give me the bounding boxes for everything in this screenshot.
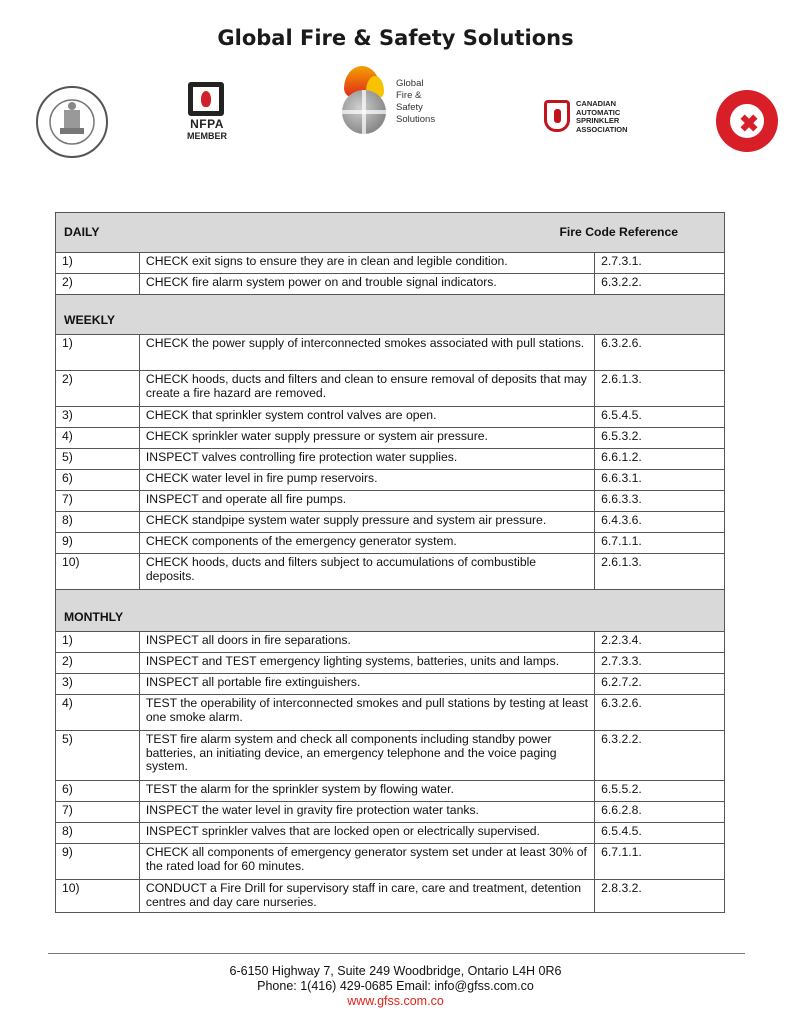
item-reference: 6.6.1.2. bbox=[595, 449, 725, 470]
table-row bbox=[56, 371, 725, 407]
item-number: 9) bbox=[56, 533, 140, 554]
item-number: 4) bbox=[56, 695, 140, 731]
footer-website-link[interactable]: www.gfss.com.co bbox=[347, 994, 444, 1008]
table-row bbox=[56, 781, 725, 802]
item-task: INSPECT and TEST emergency lighting systems, batteries, units and lamps. bbox=[139, 653, 594, 674]
item-reference: 6.3.2.2. bbox=[595, 274, 725, 295]
weekly-title: WEEKLY bbox=[56, 295, 725, 335]
nfpa-member-logo bbox=[178, 82, 236, 141]
item-number: 7) bbox=[56, 491, 140, 512]
table-row bbox=[56, 802, 725, 823]
item-task: CHECK standpipe system water supply pressure and system air pressure. bbox=[139, 512, 594, 533]
monthly-title: MONTHLY bbox=[56, 590, 725, 632]
item-number: 6) bbox=[56, 470, 140, 491]
item-reference: 2.8.3.2. bbox=[595, 880, 725, 913]
item-task: INSPECT sprinkler valves that are locked open or electrically supervised. bbox=[139, 823, 594, 844]
casa-shield-icon bbox=[544, 100, 570, 132]
item-number: 5) bbox=[56, 449, 140, 470]
nfpa-flame-icon bbox=[188, 82, 224, 116]
page-title: Global Fire & Safety Solutions bbox=[217, 26, 574, 50]
table-row bbox=[56, 428, 725, 449]
item-reference: 6.3.2.6. bbox=[595, 335, 725, 371]
table-row bbox=[56, 512, 725, 533]
item-reference: 2.2.3.4. bbox=[595, 632, 725, 653]
item-reference: 6.5.3.2. bbox=[595, 428, 725, 449]
item-task: CHECK sprinkler water supply pressure or system air pressure. bbox=[139, 428, 594, 449]
item-task: INSPECT and operate all fire pumps. bbox=[139, 491, 594, 512]
logo-strip bbox=[0, 60, 791, 160]
item-reference: 6.6.3.1. bbox=[595, 470, 725, 491]
item-number: 3) bbox=[56, 674, 140, 695]
item-task: CHECK water level in fire pump reservoirs. bbox=[139, 470, 594, 491]
item-task: INSPECT the water level in gravity fire protection water tanks. bbox=[139, 802, 594, 823]
item-reference: 6.6.2.8. bbox=[595, 802, 725, 823]
item-number: 7) bbox=[56, 802, 140, 823]
table-row bbox=[56, 449, 725, 470]
item-task: INSPECT all doors in fire separations. bbox=[139, 632, 594, 653]
item-number: 4) bbox=[56, 428, 140, 449]
item-number: 10) bbox=[56, 554, 140, 590]
footer-divider bbox=[48, 953, 745, 954]
item-task: CHECK hoods, ducts and filters subject to accumulations of combustible deposits. bbox=[139, 554, 594, 590]
daily-section-header bbox=[56, 213, 725, 253]
table-row bbox=[56, 335, 725, 371]
fire-code-reference-header: Fire Code Reference bbox=[559, 224, 678, 239]
item-number: 2) bbox=[56, 653, 140, 674]
item-number: 10) bbox=[56, 880, 140, 913]
item-task: TEST fire alarm system and check all components including standby power batteries, an initiating device, an emergency telephone and the voice paging system. bbox=[139, 731, 594, 781]
table-row bbox=[56, 695, 725, 731]
item-reference: 6.5.4.5. bbox=[595, 823, 725, 844]
casa-logo-words: CANADIAN AUTOMATIC SPRINKLER ASSOCIATION bbox=[576, 99, 628, 134]
item-number: 8) bbox=[56, 512, 140, 533]
item-number: 1) bbox=[56, 632, 140, 653]
table-row bbox=[56, 253, 725, 274]
item-reference: 6.5.5.2. bbox=[595, 781, 725, 802]
item-number: 9) bbox=[56, 844, 140, 880]
gfss-logo-words: Global Fire & Safety Solutions bbox=[396, 78, 436, 125]
monthly-section-header bbox=[56, 590, 725, 632]
item-task: CHECK fire alarm system power on and trouble signal indicators. bbox=[139, 274, 594, 295]
item-task: CHECK all components of emergency generator system set under at least 30% of the rated load for 60 minutes. bbox=[139, 844, 594, 880]
table-row bbox=[56, 554, 725, 590]
table-row bbox=[56, 407, 725, 428]
item-task: TEST the alarm for the sprinkler system by flowing water. bbox=[139, 781, 594, 802]
item-number: 1) bbox=[56, 335, 140, 371]
item-task: TEST the operability of interconnected smokes and pull stations by testing at least one smoke alarm. bbox=[139, 695, 594, 731]
item-number: 2) bbox=[56, 371, 140, 407]
table-row bbox=[56, 632, 725, 653]
casa-logo bbox=[544, 100, 654, 140]
item-reference: 6.3.2.6. bbox=[595, 695, 725, 731]
footer-contact: Phone: 1(416) 429-0685 Email: info@gfss.com.co bbox=[257, 979, 534, 993]
institution-of-fire-engineers-seal-icon bbox=[34, 84, 110, 160]
nfpa-member-text: MEMBER bbox=[187, 131, 227, 141]
item-reference: 6.3.2.2. bbox=[595, 731, 725, 781]
table-row bbox=[56, 823, 725, 844]
item-reference: 6.4.3.6. bbox=[595, 512, 725, 533]
table-row bbox=[56, 491, 725, 512]
item-task: INSPECT all portable fire extinguishers. bbox=[139, 674, 594, 695]
table-row bbox=[56, 274, 725, 295]
table-row bbox=[56, 653, 725, 674]
table-row bbox=[56, 470, 725, 491]
item-reference: 6.7.1.1. bbox=[595, 844, 725, 880]
item-task: INSPECT valves controlling fire protection water supplies. bbox=[139, 449, 594, 470]
table-row bbox=[56, 533, 725, 554]
globe-icon bbox=[342, 90, 386, 134]
item-number: 6) bbox=[56, 781, 140, 802]
item-reference: 6.5.4.5. bbox=[595, 407, 725, 428]
canadian-fire-alarm-association-seal-icon bbox=[716, 90, 778, 152]
gfss-logo bbox=[336, 66, 456, 140]
item-reference: 6.7.1.1. bbox=[595, 533, 725, 554]
item-task: CHECK the power supply of interconnected smokes associated with pull stations. bbox=[139, 335, 594, 371]
item-task: CHECK that sprinkler system control valves are open. bbox=[139, 407, 594, 428]
item-reference: 2.7.3.3. bbox=[595, 653, 725, 674]
table-row bbox=[56, 731, 725, 781]
item-reference: 2.6.1.3. bbox=[595, 371, 725, 407]
item-reference: 2.7.3.1. bbox=[595, 253, 725, 274]
inspection-checklist-table bbox=[55, 212, 725, 913]
item-number: 8) bbox=[56, 823, 140, 844]
item-task: CHECK exit signs to ensure they are in clean and legible condition. bbox=[139, 253, 594, 274]
daily-title: DAILY bbox=[64, 224, 100, 239]
item-task: CHECK hoods, ducts and filters and clean to ensure removal of deposits that may create a fire hazard are removed. bbox=[139, 371, 594, 407]
item-number: 5) bbox=[56, 731, 140, 781]
footer-address: 6-6150 Highway 7, Suite 249 Woodbridge, Ontario L4H 0R6 bbox=[229, 964, 562, 978]
table-row bbox=[56, 880, 725, 913]
table-row bbox=[56, 844, 725, 880]
table-row bbox=[56, 674, 725, 695]
item-reference: 2.6.1.3. bbox=[595, 554, 725, 590]
item-task: CONDUCT a Fire Drill for supervisory staff in care, care and treatment, detention centres and day care nurseries. bbox=[139, 880, 594, 913]
item-reference: 6.6.3.3. bbox=[595, 491, 725, 512]
nfpa-logo-text: NFPA bbox=[190, 117, 224, 131]
item-reference: 6.2.7.2. bbox=[595, 674, 725, 695]
weekly-section-header bbox=[56, 295, 725, 335]
item-number: 2) bbox=[56, 274, 140, 295]
item-number: 3) bbox=[56, 407, 140, 428]
item-number: 1) bbox=[56, 253, 140, 274]
item-task: CHECK components of the emergency generator system. bbox=[139, 533, 594, 554]
